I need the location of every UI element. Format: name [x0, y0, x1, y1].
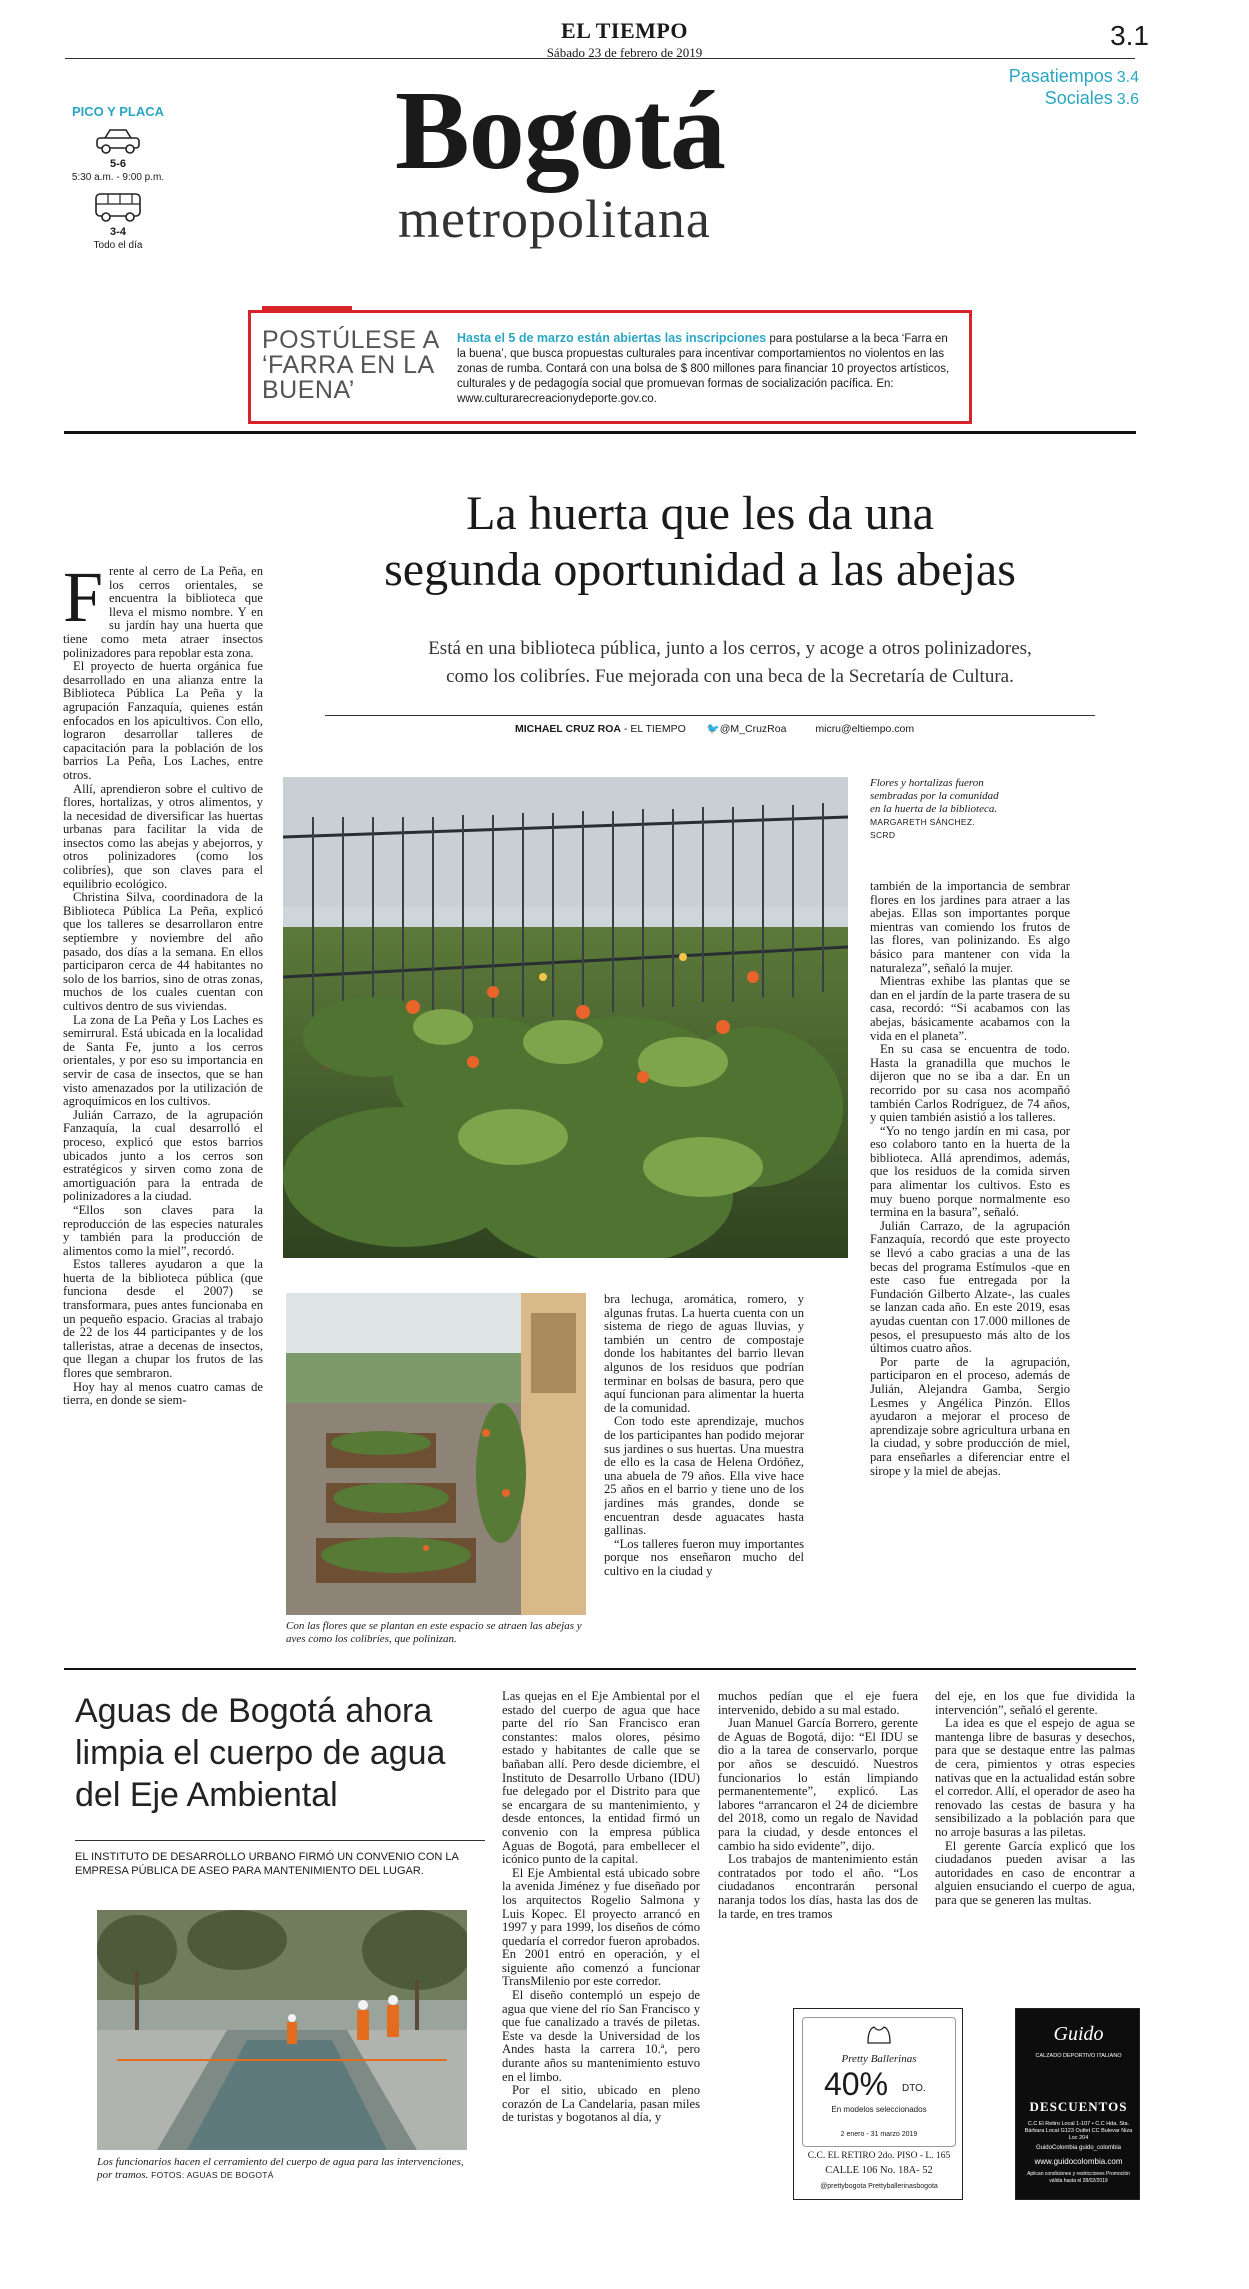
- byline-paper: - EL TIEMPO: [620, 723, 686, 735]
- bottom-headline: Aguas de Bogotá ahora limpia el cuerpo de agua del Eje Ambiental: [75, 1692, 446, 1814]
- bottom-headline-rule: [75, 1840, 485, 1841]
- section-rule: [64, 431, 1136, 434]
- ad-1-percent: 40%: [824, 2066, 889, 2102]
- bottom-photo-caption: Los funcionarios hacen el cerramiento del cuerpo de agua para las intervenciones, por tramos. FOTOS: AGUAS DE BOGOTÁ: [97, 2156, 464, 2181]
- paragraph: del eje, en los que fue dividida la intervención”, señaló el gerente.: [935, 1690, 1135, 1717]
- ad-1-dates: 2 enero - 31 marzo 2019: [840, 2131, 918, 2138]
- photo-1-caption: Flores y hortalizas fueron sembradas por la comunidad en la huerta de la biblioteca. MARGARETH SÁNCHEZ. SCRD: [870, 777, 999, 840]
- pico-placa-title: PICO Y PLACA: [72, 104, 164, 119]
- ad-1-line: En modelos seleccionados: [831, 2105, 927, 2114]
- ad-2-address: C.C El Retiro Local 1-107 • C.C Hda. Sta. Bárbara Local G123 Outlet CC Bulevar Niza Loc 204: [1024, 2121, 1133, 2141]
- edition-date: Sábado 23 de febrero de 2019: [546, 45, 703, 60]
- bottom-column-4: [935, 1690, 1135, 1995]
- ad-2-fine-print: Aplican condiciones y restricciones Promoción válida hasta el 28/02/2019: [1027, 2171, 1130, 2184]
- section-link-sociales[interactable]: Sociales 3.6: [1044, 88, 1139, 108]
- byline: [515, 722, 914, 735]
- ad-2-web[interactable]: www.guidocolombia.com: [1034, 2157, 1123, 2166]
- headline-line-2: segunda oportunidad a las abejas: [384, 543, 1016, 596]
- paragraph: “Los talleres fueron muy importantes porque nos enseñaron mucho del cultivo en la ciudad y: [604, 1536, 804, 1578]
- paragraph: Las quejas en el Eje Ambiental por el estado del cuerpo de agua que hace parte del río San Francisco eran constantes: malos olores, pésimo estado y habitantes de calle que se bañaban allí. Pero desde diciembre, el Instituto de Desarrollo Urbano (IDU) fue delegado por el Distrito para que se encargara de su mantenimiento, y desde entonces, la entidad firmó un convenio con la empresa pública Aguas de Bogotá, para embellecer el icónico punto de la capital.: [502, 1690, 700, 1867]
- paragraph: La zona de La Peña y Los Laches es semirrural. Está ubicada en la localidad de Santa Fe, junto a los cerros orientales, y por eso su importancia en servir de casa de insectos, que se han visto amenazados por la utilización de agroquímicos en los cultivos.: [63, 1012, 263, 1109]
- paragraph: Hoy hay al menos cuatro camas de tierra, en donde se siem-: [63, 1379, 263, 1408]
- bottom-rule: [64, 1668, 1136, 1670]
- ad-1-dto: DTO.: [902, 2083, 926, 2094]
- paragraph: Julián Carrazo, de la agrupación Fanzaquía, recordó que este proyecto se llevó a cabo gracias a una de las becas del programa Estímulos -que en este caso fue entregada por la Fundación Gilberto Alzate-, las cuales se lanzan cada año. En este 2019, esas ayudas cuentan con 17.000 millones de pesos, el presupuesto más alto de los últimos cuatro años.: [870, 1218, 1070, 1356]
- drop-cap: F: [63, 565, 104, 637]
- paragraph: Juan Manuel García Borrero, gerente de Aguas de Bogotá, dijo: “El IDU se dio a la tarea de conservarlo, porque por años se descuidó. Nuestros funcionarios lo están limpiando permanentemente”, explicó. Las labores “arrancaron el 24 de diciembre del 2018, como un regalo de Navidad para la ciudad, y desde entonces el cambio ha sido evidente”, dijo.: [718, 1716, 918, 1853]
- newspaper-name: EL TIEMPO: [561, 18, 688, 43]
- paragraph: Por parte de la agrupación, participaron en el proceso, además de Julián, Alejandra Gamba, Sergio Lesmes y Angélica Pinzón. Ellos ayudaron a mejorar el proceso de aprendizaje sobre agricultura urbana en la ciudad, y sobre producción de miel, para enseñarles a diferenciar entre el sirope y la miel de abejas.: [870, 1354, 1070, 1478]
- paragraph: El proyecto de huerta orgánica fue desarrollado en una alianza entre la Biblioteca Pública La Peña y la agrupación Fanzaquía, quienes están enfocados en los apicultivos. Con ello, lograron desarrollar talleres de capacitación para la población de los barrios La Peña, Los Laches, entre otros.: [63, 659, 263, 782]
- byline-email[interactable]: micru@eltiempo.com: [815, 723, 915, 735]
- ballerina-shoe-icon: [864, 2023, 894, 2047]
- paragraph: Por el sitio, ubicado en pleno corazón de La Candelaria, pasan miles de turistas y bogotanos al día, y: [502, 2083, 700, 2125]
- promo-text: [457, 331, 957, 407]
- section-subtitle: metropolitana: [398, 189, 711, 249]
- paragraph: Mientras exhibe las plantas que se dan en el jardín de la parte trasera de su casa, recordó: “Si acabamos con las abejas, básicamente acabamos con la vida en el planeta”.: [870, 974, 1070, 1043]
- paragraph: En su casa se encuentra de todo. Hasta la granadilla que muchos le dijeron que no se iba a dar. En un recorrido por su casa nos acompañó también Carlos Rodríguez, de 74 años, y quien también asistió a los talleres.: [870, 1042, 1070, 1125]
- twitter-icon: 🐦: [706, 723, 720, 735]
- paragraph: “Ellos son claves para la reproducción de las especies naturales y también para la producción de alimentos como la miel”, recordó.: [63, 1202, 263, 1258]
- raised-beds-photo: [286, 1293, 586, 1615]
- bottom-kicker: EL INSTITUTO DE DESARROLLO URBANO FIRMÓ UN CONVENIO CON LA EMPRESA PÚBLICA DE ASEO PARA MANTENIMIENTO DEL LUGAR.: [75, 1851, 459, 1877]
- section-links: [1009, 66, 1139, 110]
- ad-1-social: @prettybogota Prettyballerinasbogota: [820, 2183, 938, 2190]
- paragraph: bra lechuga, aromática, romero, y algunas frutas. La huerta cuenta con un sistema de riego de aguas lluvias, y también un centro de compostaje donde los habitantes del barrio llevan algunos de los residuos que podrían terminar en bolsas de basura, pero que aquí funcionan para alimentar la huerta de la comunidad.: [604, 1293, 804, 1415]
- promo-highlight: Hasta el 5 de marzo están abiertas las inscripciones: [457, 331, 767, 345]
- bus-hours: Todo el día: [93, 240, 143, 251]
- page-number: 3.1: [1110, 20, 1149, 51]
- deck-line-1: Está en una biblioteca pública, junto a los cerros, y acoge a otros polinizadores,: [428, 638, 1032, 659]
- guido-ad[interactable]: [1015, 2008, 1140, 2200]
- paragraph: El diseño contempló un espejo de agua que viene del río San Francisco y que fue canalizado a través de piletas. Este va desde la Universidad de los Andes hasta la carrera 10.ª, pero durante años su mantenimiento estuvo en el limbo.: [502, 1988, 700, 2084]
- car-icon: [93, 126, 143, 156]
- car-hours: 5:30 a.m. - 9:00 p.m.: [71, 172, 165, 183]
- paragraph: muchos pedían que el eje fuera intervenido, debido a su mal estado.: [718, 1690, 918, 1717]
- paragraph: El gerente García explicó que los ciudadanos pueden avisar a las autoridades en caso de encontrar a alguien ensuciando el cuerpo de agua, para que se generen las multas.: [935, 1838, 1135, 1907]
- ad-2-social: GuidoColombia guido_colombia: [1035, 2145, 1122, 2151]
- article-column-1: [63, 565, 263, 1650]
- byline-twitter[interactable]: @M_CruzRoa: [719, 723, 787, 735]
- paragraph: Los trabajos de mantenimiento están contratados por todo el año. “Los ciudadanos encontrarán personal naranja todos los días, hasta las dos de la tarde, en tres tramos: [718, 1852, 918, 1921]
- deck-line-2: como los colibríes. Fue mejorada con una beca de la Secretaría de Cultura.: [446, 666, 1014, 687]
- ad-1-address-1: C.C. EL RETIRO 2do. PISO - L. 165: [807, 2151, 951, 2161]
- bus-icon: [92, 190, 144, 224]
- article-headline: [200, 486, 1200, 598]
- photo-2-caption: Con las flores que se plantan en este espacio se atraen las abejas y aves como los colibríes, que polinizan.: [286, 1620, 582, 1645]
- paragraph: Frente al cerro de La Peña, en los cerros orientales, se encuentra la biblioteca que lleva el mismo nombre. Y en su jardín hay una huerta que tiene como meta atraer insectos polinizadores para repoblar esta zona.: [63, 565, 263, 660]
- bottom-photo-credit: FOTOS: AGUAS DE BOGOTÁ: [151, 2170, 274, 2180]
- byline-author: MICHAEL CRUZ ROA: [515, 723, 621, 735]
- photo-1-credit: MARGARETH SÁNCHEZ. SCRD: [870, 817, 976, 840]
- article-column-3: [604, 1293, 804, 1653]
- paragraph: Christina Silva, coordinadora de la Biblioteca Pública La Peña, explicó que los talleres se desarrollaron entre septiembre y noviembre del año pasado, dos días a la semana. En ellos participaron cerca de 44 habitantes no solo de los barrios, sino de otras zonas, muchos de los cuales cuentan con cultivos dentro de sus viviendas.: [63, 890, 263, 1013]
- promo-body: para postularse a la beca ‘Farra en la buena’, que busca propuestas culturales para incentivar comportamientos no violentos en las zonas de rumba. Contará con una bolsa de $ 800 millones para financiar 10 proyectos artísticos, culturales y de pedagogía social que promuevan formas de socialización pacífica. En: www.culturarecreacionydeporte.gov.co.: [457, 333, 950, 405]
- bottom-column-3: [718, 1690, 918, 1995]
- ad-2-brand: Guido: [1053, 2023, 1104, 2045]
- paragraph: Con todo este aprendizaje, muchos de los participantes han podido mejorar sus jardines o sus huertas. Una muestra de ello es la casa de Helena Ordóñez, una abuela de 79 años. Ella vive hace 25 años en el barrio y tiene uno de los jardines más grandes, donde se encuentran desde aguacates hasta gallinas.: [604, 1414, 804, 1538]
- pretty-ballerinas-ad[interactable]: [793, 2008, 963, 2200]
- paragraph: también de la importancia de sembrar flores en los jardines para atraer a las abejas. Ellas son importantes porque mientras van comiendo los frutos de las flores, van polinizando. Es algo básico para mantener con vida la naturaleza”, señaló la mujer.: [870, 880, 1070, 975]
- paragraph: El Eje Ambiental está ubicado sobre la avenida Jiménez y fue diseñado por los arquitectos Rogelio Salmona y Luis Kopec. El proyecto arrancó en 1997 y para 1999, los diseños de cómo quedaría el corredor fueron aprobados. En 2001 entró en operación, y el siguiente año comenzó a funcionar TransMilenio por este corredor.: [502, 1865, 700, 1989]
- garden-photo: [283, 777, 848, 1258]
- article-column-4: [870, 880, 1070, 1655]
- paragraph: Estos talleres ayudaron a que la huerta de la biblioteca pública (que funciona desde el 2007) se transformara, pues antes funcionaba en un pequeño espacio. Gracias al trabajo de 22 de los 44 participantes y de los talleristas, atrae a decenas de insectos, que llegan a chupar los frutos de las flores que sembraron.: [63, 1257, 263, 1381]
- paragraph: Julián Carrazo, de la agrupación Fanzaquía, la cual desarrolló el proceso, explicó que estos barrios ubicados junto a los cerros son estratégicos y sirven como zona de amortiguación para la entrada de polinizadores a la ciudad.: [63, 1107, 263, 1204]
- headline-line-1: La huerta que les da una: [466, 487, 934, 540]
- paragraph: “Yo no tengo jardín en mi casa, por eso colaboro tanto en la huerta de la biblioteca. Allá aprendimos, además, que los residuos de la comida sirven para alimentar los cultivos. Esto es muy bueno porque normalmente eso termina en la basura”, señaló.: [870, 1123, 1070, 1220]
- section-link-pasatiempos[interactable]: Pasatiempos 3.4: [1008, 66, 1139, 86]
- section-title: Bogotá: [395, 69, 725, 193]
- ad-1-address-2: CALLE 106 No. 18A- 52: [825, 2165, 933, 2176]
- eje-ambiental-photo: [97, 1910, 467, 2150]
- ad-2-title: DESCUENTOS: [1029, 2099, 1128, 2114]
- promo-tab: [262, 306, 352, 312]
- article-deck: [300, 635, 1160, 691]
- ad-2-tag: CALZADO DEPORTIVO ITALIANO: [1035, 2053, 1122, 2059]
- bottom-column-2: [502, 1690, 700, 2170]
- promo-title: POSTÚLESE A ‘FARRA EN LA BUENA’: [262, 326, 439, 404]
- deck-rule: [325, 715, 1095, 716]
- paragraph: Allí, aprendieron sobre el cultivo de flores, hortalizas, y otros alimentos, y la necesidad de diversificar las huertas urbanas para facilitar la vida de insectos como las abejas y abejorros, y otros polinizadores (como los colibríes), que son claves para el equilibrio ecológico.: [63, 781, 263, 891]
- masthead-rule: [65, 58, 1135, 59]
- paragraph: La idea es que el espejo de agua se mantenga libre de basuras y desechos, para que se destaque entre las palmas de cera, pimientos y otras especies nativas que en la actualidad están sobre el corredor. Allí, el operador de aseo ha renovado las cestas de basura y ha sensibilizado a la población para que no arroje basuras a las piletas.: [935, 1716, 1135, 1839]
- ad-1-brand: Pretty Ballerinas: [841, 2053, 917, 2065]
- car-digits: 5-6: [110, 158, 126, 170]
- bus-digits: 3-4: [110, 226, 126, 238]
